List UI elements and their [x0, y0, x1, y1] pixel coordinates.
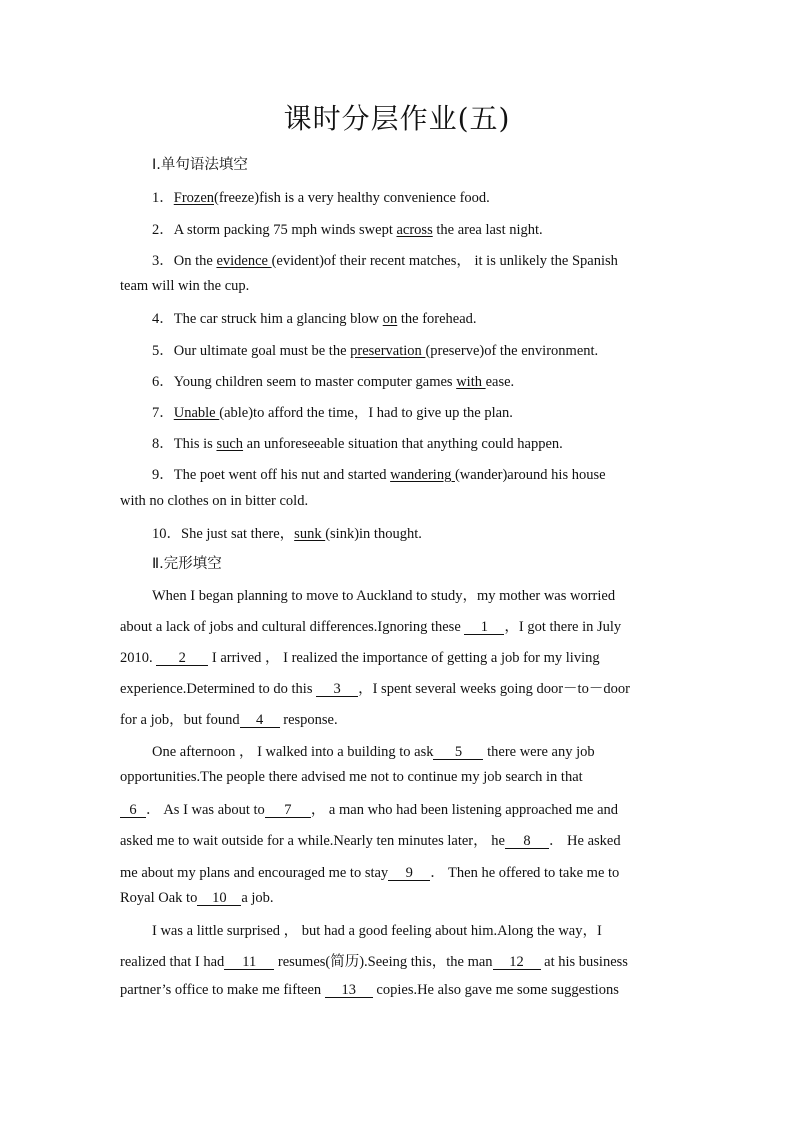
grammar-item-9-cont: with no clothes on in bitter cold. — [120, 493, 309, 509]
cloze-blank-13: 13 — [325, 983, 373, 998]
cloze-p1-line5: for a job，but found 4 response. — [120, 712, 338, 728]
cloze-p1-line2: about a lack of jobs and cultural differences.Ignoring these 1 ，I got there in July — [120, 619, 622, 635]
grammar-item-4: 4．The car struck him a glancing blow on the forehead. — [152, 311, 477, 327]
grammar-item-9: 9．The poet went off his nut and started wandering (wander)around his house — [152, 467, 606, 483]
cloze-blank-5: 5 — [433, 745, 483, 760]
cloze-p1-line3: 2010. 2 I arrived ， I realized the importance of getting a job for my living — [120, 650, 600, 666]
cloze-blank-1: 1 — [464, 620, 504, 635]
cloze-p2-line6: Royal Oak to 10 a job. — [120, 890, 274, 906]
cloze-blank-10: 10 — [197, 891, 241, 906]
cloze-blank-6: 6 — [120, 803, 146, 818]
cloze-p1-line4: experience.Determined to do this 3 ，I spent several weeks going door－to－door — [120, 681, 630, 697]
section-heading-cloze: Ⅱ.完形填空 — [152, 556, 222, 572]
grammar-item-10: 10．She just sat there，sunk (sink)in thought. — [152, 526, 422, 542]
cloze-blank-2: 2 — [156, 651, 208, 666]
cloze-blank-3: 3 — [316, 682, 358, 697]
grammar-item-3-cont: team will win the cup. — [120, 278, 250, 294]
cloze-blank-9: 9 — [388, 866, 430, 881]
cloze-blank-7: 7 — [265, 803, 311, 818]
cloze-p3-line2: realized that I had 11 resumes(简历).Seeing this，the man 12 at his business — [120, 954, 628, 970]
cloze-p2-line5: me about my plans and encouraged me to stay 9 ． Then he offered to take me to — [120, 865, 620, 881]
cloze-p2-line4: asked me to wait outside for a while.Nearly ten minutes later， he 8 ． He asked — [120, 833, 621, 849]
cloze-blank-8: 8 — [505, 834, 549, 849]
grammar-item-5: 5．Our ultimate goal must be the preservation (preserve)of the environment. — [152, 343, 599, 359]
cloze-p3-line1: I was a little surprised ， but had a good feeling about him.Along the way，I — [152, 923, 602, 939]
cloze-blank-4: 4 — [240, 713, 280, 728]
cloze-p2-line1: One afternoon ， I walked into a building to ask 5 there were any job — [152, 744, 595, 760]
grammar-item-6: 6．Young children seem to master computer games with ease. — [152, 374, 515, 390]
grammar-item-3: 3．On the evidence (evident)of their recent matches， it is unlikely the Spanish — [152, 253, 618, 269]
cloze-p3-line3: partner’s office to make me fifteen 13 copies.He also gave me some suggestions — [120, 982, 619, 998]
section-heading-grammar: Ⅰ.单句语法填空 — [152, 157, 248, 173]
cloze-blank-12: 12 — [493, 955, 541, 970]
grammar-item-1: 1．Frozen(freeze)fish is a very healthy convenience food. — [152, 190, 490, 206]
grammar-item-8: 8．This is such an unforeseeable situation that anything could happen. — [152, 436, 563, 452]
cloze-p2-line3: 6 ． As I was about to 7 ， a man who had been listening approached me and — [120, 798, 672, 819]
page-title: 课时分层作业(五) — [283, 102, 511, 135]
grammar-item-2: 2．A storm packing 75 mph winds swept across the area last night. — [152, 222, 543, 238]
grammar-item-7: 7．Unable (able)to afford the time，I had to give up the plan. — [152, 405, 513, 421]
cloze-blank-11: 11 — [224, 955, 274, 970]
cloze-p1-line1: When I began planning to move to Auckland to study，my mother was worried — [152, 588, 616, 604]
cloze-p2-line2: opportunities.The people there advised me not to continue my job search in that — [120, 769, 583, 785]
